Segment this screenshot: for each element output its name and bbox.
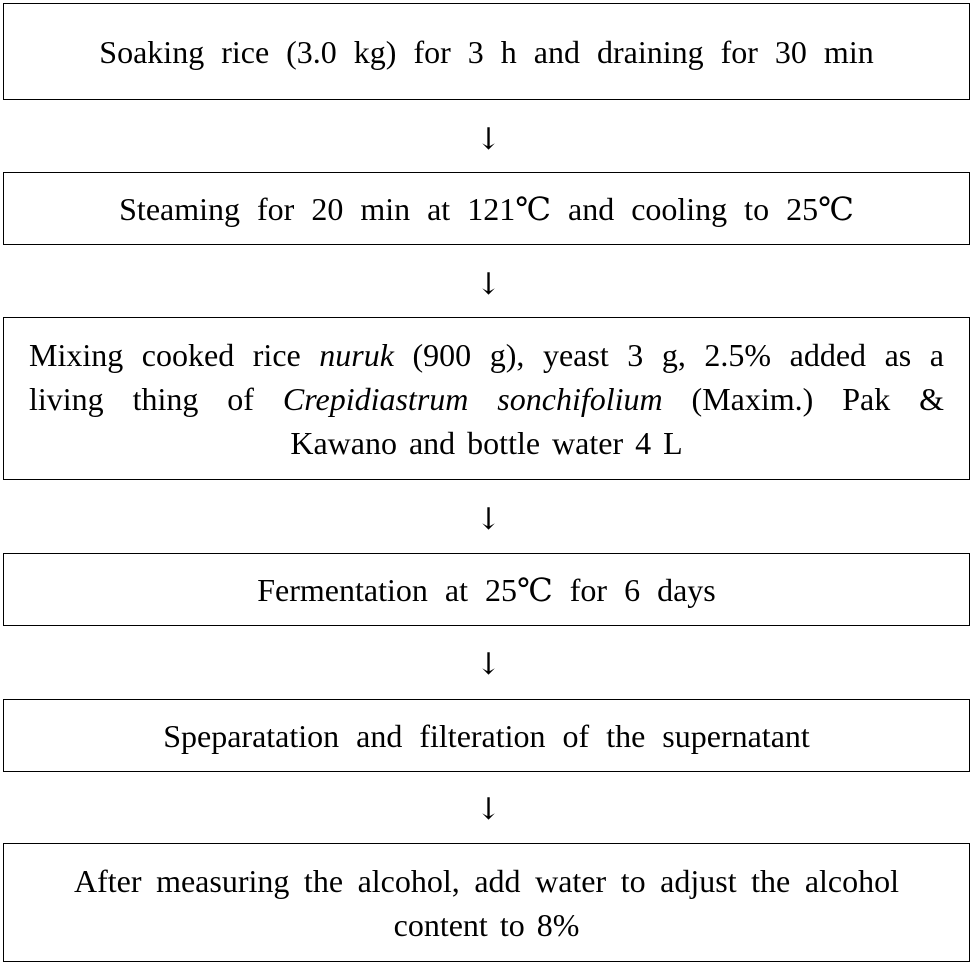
step-4-text: Fermentation at 25℃ for 6 days [257, 571, 716, 608]
down-arrow-icon: ↓ [475, 122, 502, 157]
step-3-text [4, 333, 969, 465]
step-6-box [3, 843, 970, 962]
step-5-box [3, 699, 970, 772]
down-arrow-icon: ↓ [475, 267, 502, 302]
down-arrow-icon: ↓ [475, 792, 502, 827]
step-3-italic-species: Crepidiastrum sonchifolium [282, 380, 663, 417]
step-3-text-part-3: (Maxim.) Pak & Kawano and bottle water 4 L [290, 380, 945, 461]
step-6-text: After measuring the alcohol, add water to adjust the alcohol content to 8% [74, 862, 899, 943]
step-3-text-part-1: Mixing cooked rice [29, 336, 320, 373]
step-2-box [3, 172, 970, 245]
step-5-text: Spераratation and filteration of the supernatant [163, 717, 810, 754]
step-1-box [3, 3, 970, 100]
step-4-box [3, 553, 970, 626]
down-arrow-icon: ↓ [475, 647, 502, 682]
step-3-box [3, 317, 970, 480]
down-arrow-icon: ↓ [475, 502, 502, 537]
step-3-text-part-2: (900 g), yeast 3 g, 2.5% added as a living thing of [29, 336, 945, 417]
step-3-italic-nuruk: nuruk [319, 336, 394, 373]
step-2-text: Steaming for 20 min at 121℃ and cooling to 25℃ [119, 190, 854, 227]
step-1-text: Soaking rice (3.0 kg) for 3 h and draining for 30 min [99, 33, 874, 70]
